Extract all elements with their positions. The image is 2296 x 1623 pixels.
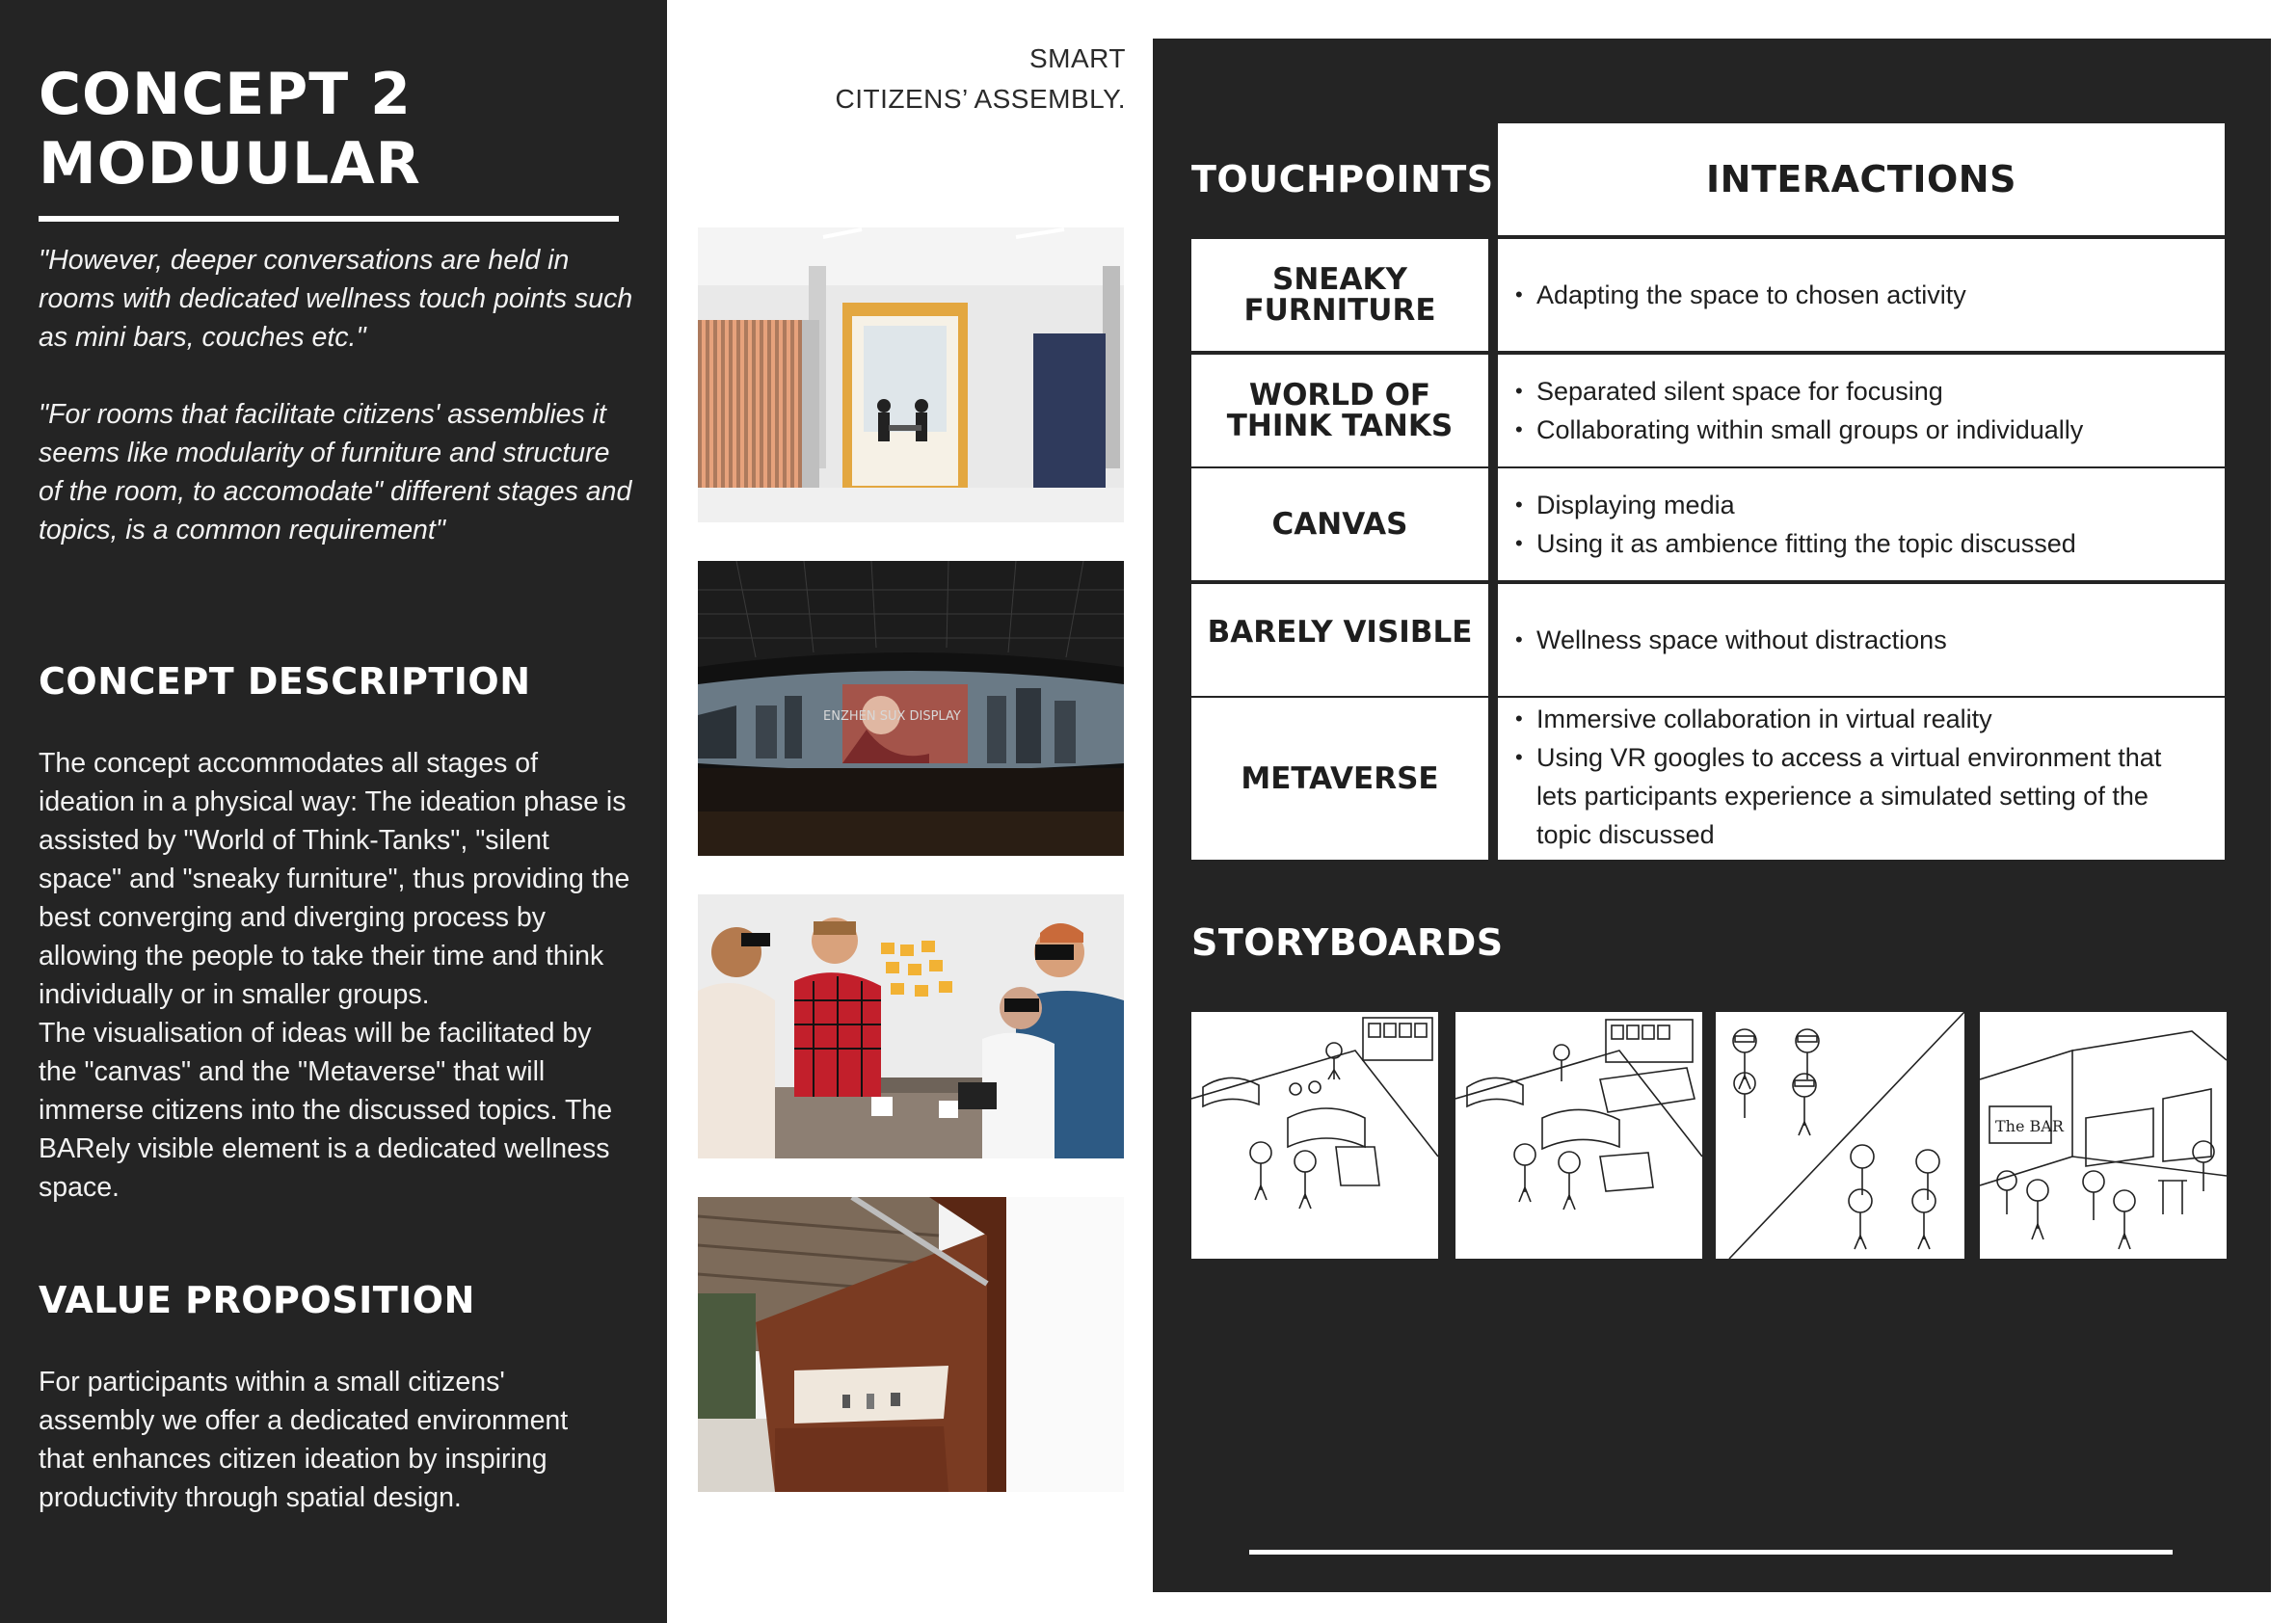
tagline-line-2: CITIZENS’ ASSEMBLY. [835,84,1126,114]
table-row [1191,239,2225,351]
photo-screen-caption: ENZHEN SUX DISPLAY [823,709,961,724]
interaction-cell [1498,698,2225,860]
interaction-cell [1498,355,2225,466]
right-panel [1153,39,2271,1592]
touchpoint-cell [1191,468,1488,580]
table-row [1191,584,2225,696]
photo-bar-cabinet [698,1197,1124,1492]
storyboard-sign-text: The BAR [1995,1117,2064,1135]
quote-2: "For rooms that facilitate citizens' assemblies it seems like modularity of furniture and structure of the room, to accomodate" different stages and topics, is a common requirement" [39,399,632,545]
touchpoints-header: TOUCHPOINTS [1191,158,1494,200]
title-line-2: MODUULAR [39,130,421,198]
storyboard-sketch-2 [1455,1012,1702,1259]
touchpoint-label: SNEAKY [1272,262,1407,297]
interaction-item: • Separated silent space for focusing [1515,372,2205,411]
interaction-item: • Collaborating within small groups or individually [1515,411,2205,449]
touchpoint-cell [1191,698,1488,860]
concept-paragraph-1: The concept accommodates all stages of ideation in a physical way: The ideation phase is assisted by "World of Think-Tanks", "silent space" and "sneaky furniture", thus providing the best converging and diverging process by allowing the people to take their time and think individually or in smaller groups. [39,748,630,1010]
left-panel [0,0,667,1623]
storyboard-sketch-4 [1980,1012,2227,1259]
tagline-line-1: SMART [1029,43,1126,73]
tagline [835,39,1126,120]
table-row [1191,698,2225,860]
storyboard-sketch-3 [1716,1012,1964,1259]
page-title [39,60,421,199]
bottom-divider [1249,1550,2173,1555]
table-row [1191,468,2225,580]
concept-description-text [39,744,636,1207]
photo-think-tank-booth [698,227,1124,522]
touchpoint-label: BARELY VISIBLE [1207,615,1473,650]
photo-canvas-screen [698,561,1124,856]
interaction-cell [1498,239,2225,351]
touchpoint-cell [1191,355,1488,466]
touchpoint-label: FURNITURE [1243,293,1436,328]
interaction-item: • Using VR googles to access a virtual environment that lets participants experience a simulated setting of the topic discussed [1515,738,2205,854]
storyboards-heading: STORYBOARDS [1191,921,1504,964]
concept-description-heading: CONCEPT DESCRIPTION [39,660,531,703]
interaction-item: • Immersive collaboration in virtual reality [1515,700,2205,738]
interaction-item: • Wellness space without distractions [1515,621,2205,659]
concept-paragraph-2: The visualisation of ideas will be facilitated by the "canvas" and the "Metaverse" that will immerse citizens into the discussed topics. The BARely visible element is a dedicated wellness space. [39,1018,613,1203]
title-line-1: CONCEPT 2 [39,61,412,128]
value-proposition-text: For participants within a small citizens' assembly we offer a dedicated environment that enhances citizen ideation by inspiring productivity through spatial design. [39,1367,569,1513]
touchpoint-label: METAVERSE [1241,761,1439,796]
touchpoint-cell [1191,239,1488,351]
interaction-cell [1498,584,2225,696]
quotes [39,241,636,588]
interaction-item: • Displaying media [1515,486,2205,524]
interaction-cell [1498,468,2225,580]
touchpoint-label: WORLD OF [1248,378,1431,412]
quote-1: "However, deeper conversations are held in rooms with dedicated wellness touch points such as mini bars, couches etc." [39,245,633,353]
title-divider [39,216,619,222]
interactions-header: INTERACTIONS [1498,123,2225,235]
interaction-item: • Using it as ambience fitting the topic discussed [1515,524,2205,563]
table-row [1191,355,2225,466]
touchpoint-label: CANVAS [1271,507,1408,542]
interaction-item: • Adapting the space to chosen activity [1515,276,2205,314]
touchpoint-cell [1191,584,1488,696]
photo-metaverse-group [698,894,1124,1158]
storyboard-sketch-1 [1191,1012,1438,1259]
touchpoint-label: THINK TANKS [1226,409,1454,443]
value-proposition-heading: VALUE PROPOSITION [39,1279,475,1321]
